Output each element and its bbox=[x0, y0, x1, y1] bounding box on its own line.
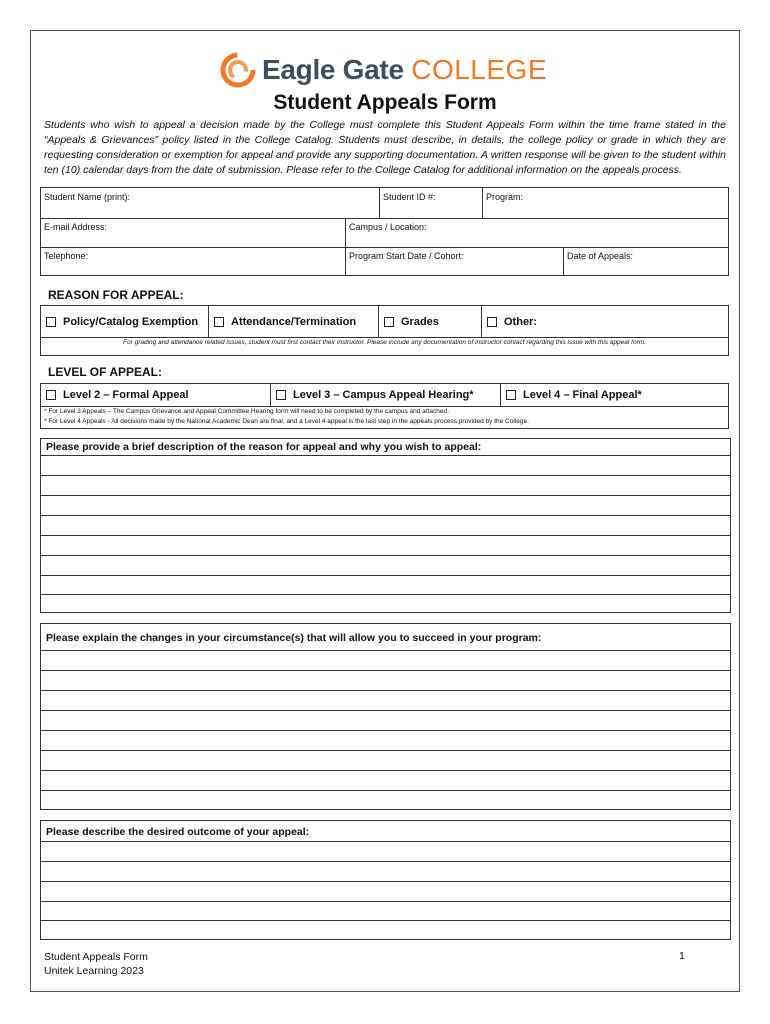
answer-line bbox=[41, 555, 730, 556]
answer-line bbox=[41, 710, 730, 711]
footer-organization: Unitek Learning 2023 bbox=[44, 965, 144, 977]
reason-note: For grading and attendance related issues, student must first contact their instructor. Please include any documentation of instructor contact regarding this issue with this appeal form. bbox=[123, 339, 646, 346]
question-box-reason[interactable] bbox=[40, 438, 731, 613]
footer-form-name: Student Appeals Form bbox=[44, 951, 148, 963]
logo-brand-main: Eagle Gate bbox=[262, 54, 404, 85]
answer-line bbox=[41, 730, 730, 731]
checkbox-icon[interactable] bbox=[384, 317, 394, 327]
answer-line bbox=[41, 770, 730, 771]
form-title: Student Appeals Form bbox=[273, 91, 497, 114]
reason-option-label: Grades bbox=[401, 315, 439, 328]
reason-box bbox=[40, 305, 729, 356]
program-field[interactable]: Program: bbox=[482, 188, 728, 218]
question-label: Please explain the changes in your circumstance(s) that will allow you to succeed in your program: bbox=[46, 632, 542, 644]
reason-option-label: Policy/Catalog Exemption bbox=[63, 315, 199, 328]
level-option-label: Level 2 – Formal Appeal bbox=[63, 389, 189, 401]
email-field[interactable]: E-mail Address: bbox=[44, 222, 108, 232]
student-id-field[interactable]: Student ID #: bbox=[379, 188, 482, 218]
answer-line bbox=[41, 475, 730, 476]
intro-paragraph: Students who wish to appeal a decision made by the College must complete this Student Appeals Form within the time frame stated in the “Appeals & Grievances” policy listed in the College Catalog. Students must describe, in details, the college policy or grade in which they are requesting consideration or exemption for appeal and provide any supporting documentation. A written response will be given to the student within ten (10) calendar days from the date of submission. Please refer to the College Catalog for additional information on the appeals process. bbox=[44, 119, 726, 176]
telephone-field[interactable]: Telephone: bbox=[44, 251, 89, 261]
reason-option-grades[interactable] bbox=[378, 306, 481, 337]
answer-line bbox=[41, 841, 730, 842]
answer-line bbox=[41, 881, 730, 882]
reason-option-other[interactable] bbox=[481, 306, 728, 337]
answer-line bbox=[41, 594, 730, 595]
answer-line bbox=[41, 575, 730, 576]
checkbox-icon[interactable] bbox=[46, 390, 56, 400]
reason-heading: REASON FOR APPEAL: bbox=[48, 288, 184, 302]
answer-line bbox=[41, 920, 730, 921]
answer-line bbox=[41, 535, 730, 536]
question-box-outcome[interactable] bbox=[40, 820, 731, 940]
reason-option-label: Other: bbox=[504, 315, 537, 328]
date-of-appeals-field[interactable]: Date of Appeals: bbox=[563, 247, 728, 275]
level-option-3[interactable] bbox=[270, 384, 500, 406]
question-box-circumstances[interactable] bbox=[40, 623, 731, 810]
logo-brand-sub: COLLEGE bbox=[411, 54, 547, 85]
answer-line bbox=[41, 515, 730, 516]
checkbox-icon[interactable] bbox=[46, 317, 56, 327]
level-heading: LEVEL OF APPEAL: bbox=[48, 365, 163, 379]
level-option-4[interactable] bbox=[500, 384, 728, 406]
eagle-gate-swirl-icon bbox=[218, 50, 258, 90]
answer-line bbox=[41, 790, 730, 791]
level-footnote-2: * For Level 4 Appeals - All decisions made by the National Academic Dean are final, and a Level 4 appeal is the last step in the appeals process provided by the College. bbox=[44, 418, 529, 425]
checkbox-icon[interactable] bbox=[276, 390, 286, 400]
student-info-table bbox=[40, 187, 729, 276]
reason-option-attendance[interactable] bbox=[208, 306, 378, 337]
page-footer bbox=[44, 950, 148, 978]
page-number: 1 bbox=[679, 950, 685, 962]
college-logo bbox=[218, 50, 547, 90]
reason-option-policy[interactable] bbox=[41, 306, 208, 337]
answer-line bbox=[41, 901, 730, 902]
reason-option-label: Attendance/Termination bbox=[231, 315, 357, 328]
level-box bbox=[40, 383, 729, 429]
question-label: Please provide a brief description of the reason for appeal and why you wish to appeal: bbox=[46, 441, 482, 453]
answer-line bbox=[41, 670, 730, 671]
campus-field[interactable]: Campus / Location: bbox=[345, 218, 728, 247]
student-name-field[interactable]: Student Name (print): bbox=[44, 192, 131, 202]
answer-line bbox=[41, 495, 730, 496]
checkbox-icon[interactable] bbox=[487, 317, 497, 327]
start-date-field[interactable]: Program Start Date / Cohort: bbox=[345, 247, 563, 275]
answer-line bbox=[41, 650, 730, 651]
level-option-label: Level 4 – Final Appeal* bbox=[523, 389, 642, 401]
level-footnote-1: * For Level 3 Appeals – The Campus Grievance and Appeal Committee Hearing form will need to be completed by the campus and attached. bbox=[44, 408, 449, 415]
question-label: Please describe the desired outcome of your appeal: bbox=[46, 826, 310, 838]
answer-line bbox=[41, 690, 730, 691]
level-option-2[interactable] bbox=[41, 384, 270, 406]
checkbox-icon[interactable] bbox=[214, 317, 224, 327]
answer-line bbox=[41, 750, 730, 751]
level-option-label: Level 3 – Campus Appeal Hearing* bbox=[293, 389, 474, 401]
answer-line bbox=[41, 455, 730, 456]
answer-line bbox=[41, 861, 730, 862]
checkbox-icon[interactable] bbox=[506, 390, 516, 400]
